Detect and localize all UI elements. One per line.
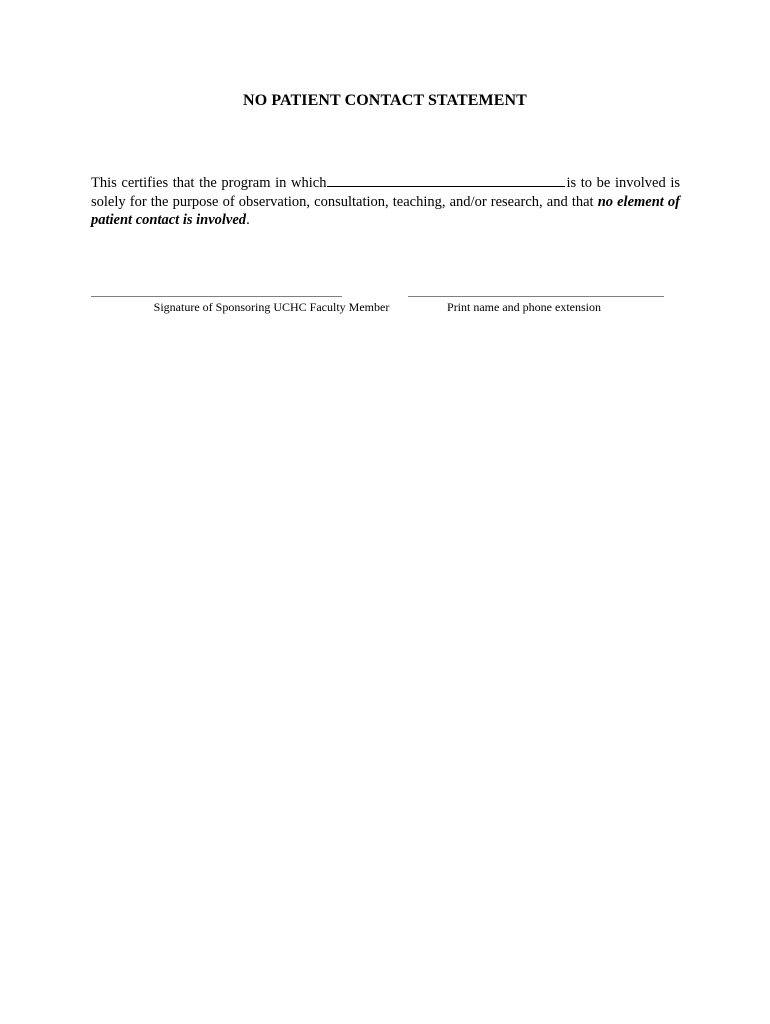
print-name-caption: Print name and phone extension bbox=[447, 300, 601, 314]
program-name-blank[interactable] bbox=[327, 172, 565, 187]
print-name-line[interactable] bbox=[408, 296, 664, 297]
body-text-part2: is to be involved is solely for the purpose of observation, consultation, teaching, and/or research, and that bbox=[91, 175, 680, 210]
body-text-part1: This certifies that the program in which bbox=[91, 175, 327, 191]
faculty-signature-caption: Signature of Sponsoring UCHC Faculty Member bbox=[153, 300, 390, 314]
faculty-signature-line[interactable] bbox=[91, 296, 342, 297]
certification-paragraph bbox=[91, 172, 680, 230]
faculty-signature-block bbox=[91, 296, 390, 314]
body-text-emphasis: no element of patient contact is involved bbox=[91, 193, 680, 228]
page-title: NO PATIENT CONTACT STATEMENT bbox=[243, 92, 527, 109]
body-text-ending: . bbox=[246, 212, 250, 228]
print-name-block bbox=[408, 296, 664, 314]
